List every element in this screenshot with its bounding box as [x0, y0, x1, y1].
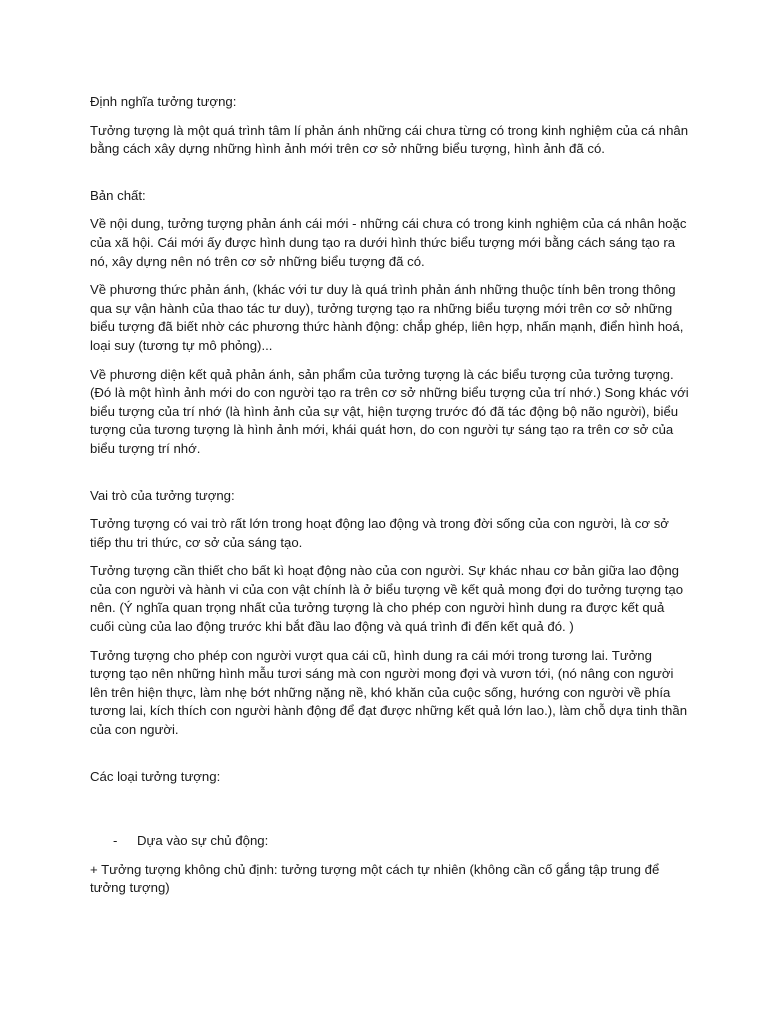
nature-heading: Bản chất: — [90, 187, 146, 203]
definition-heading: Định nghĩa tưởng tượng: — [90, 94, 237, 109]
nature-paragraph-content: Về nội dung, tưởng tượng phản ánh cái mới - những cái chưa có trong kinh nghiệm của cá nhân hoặc của xã hội. Cái mới ấy được hình dung tạo ra dưới hình thức biểu tượng mới bằng cách sáng tạo ra nó, xây dựng nên nó trên cơ sở những biểu tượng đã có. — [90, 216, 687, 269]
types-item-involuntary: + Tưởng tượng không chủ định: tưởng tượng một cách tự nhiên (không cần cố gắng tập trung để tưởng tượng) — [90, 861, 660, 896]
types-heading: Các loại tưởng tượng: — [90, 768, 221, 784]
bullet-text: Dựa vào sự chủ động: — [137, 833, 269, 849]
bullet-dash: - — [113, 833, 118, 849]
document-page — [90, 93, 690, 898]
role-heading: Vai trò của tưởng tượng: — [90, 487, 235, 503]
role-paragraph-3: Tưởng tượng cho phép con người vượt qua cái cũ, hình dung ra cái mới trong tương lai. Tưởng tượng tạo nên những hình mẫu tươi sáng mà con người mong đợi và vươn tới, (nó nâng con người lên trên hiện thực, làm nhẹ bớt những nặng nề, khó khăn của cuộc sống, hướng con người về phía tương lai, kích thích con người hành động để đạt được những kết quả lớn lao.), làm chỗ dựa tinh thần của con người. — [90, 647, 688, 738]
types-bullet — [90, 832, 690, 851]
role-paragraph-1: Tưởng tượng có vai trò rất lớn trong hoạt động lao động và trong đời sống của con người, là cơ sở tiếp thu tri thức, cơ sở của sáng tạo. — [90, 516, 669, 550]
nature-paragraph-result: Về phương diện kết quả phản ánh, sản phẩm của tưởng tượng là các biểu tượng của tưởng tượng. (Đó là một hình ảnh mới do con người tạo ra trên cơ sở những biểu tượng của trí nhớ.) Song khác với biểu tượng của trí nhớ (là hình ảnh của sự vật, hiện tượng trước đó đã tác động bộ não người), biểu tượng của tương tượng là hình ảnh mới, khái quát hơn, do con người tự sáng tạo ra trên cơ sở của biểu tượng trí nhớ. — [90, 366, 689, 456]
role-paragraph-2: Tưởng tượng cần thiết cho bất kì hoạt động nào của con người. Sự khác nhau cơ bản giữa lao động của con người và hành vi của con vật chính là ở biểu tượng về kết quả mong đợi do tưởng tượng tạo nên. (Ý nghĩa quan trọng nhất của tưởng tượng là cho phép con người hình dung ra được kết quả cuối cùng của lao động trước khi bắt đầu lao động và quá trình đi đến kết quả đó. ) — [90, 563, 684, 635]
nature-paragraph-method: Về phương thức phản ánh, (khác với tư duy là quá trình phản ánh những thuộc tính bên trong thông qua sự vận hành của thao tác tư duy), tưởng tượng tạo ra những biểu tượng mới trên cơ sở những biểu tượng đã biết nhờ các phương thức hành động: chắp ghép, liên hợp, nhấn mạnh, điển hình hoá, loại suy (tương tự mô phỏng)... — [90, 282, 684, 353]
definition-paragraph: Tưởng tượng là một quá trình tâm lí phản ánh những cái chưa từng có trong kinh nghiệm của cá nhân bằng cách xây dựng những hình ảnh mới trên cơ sở những biểu tượng, hình ảnh đã có. — [90, 122, 689, 157]
